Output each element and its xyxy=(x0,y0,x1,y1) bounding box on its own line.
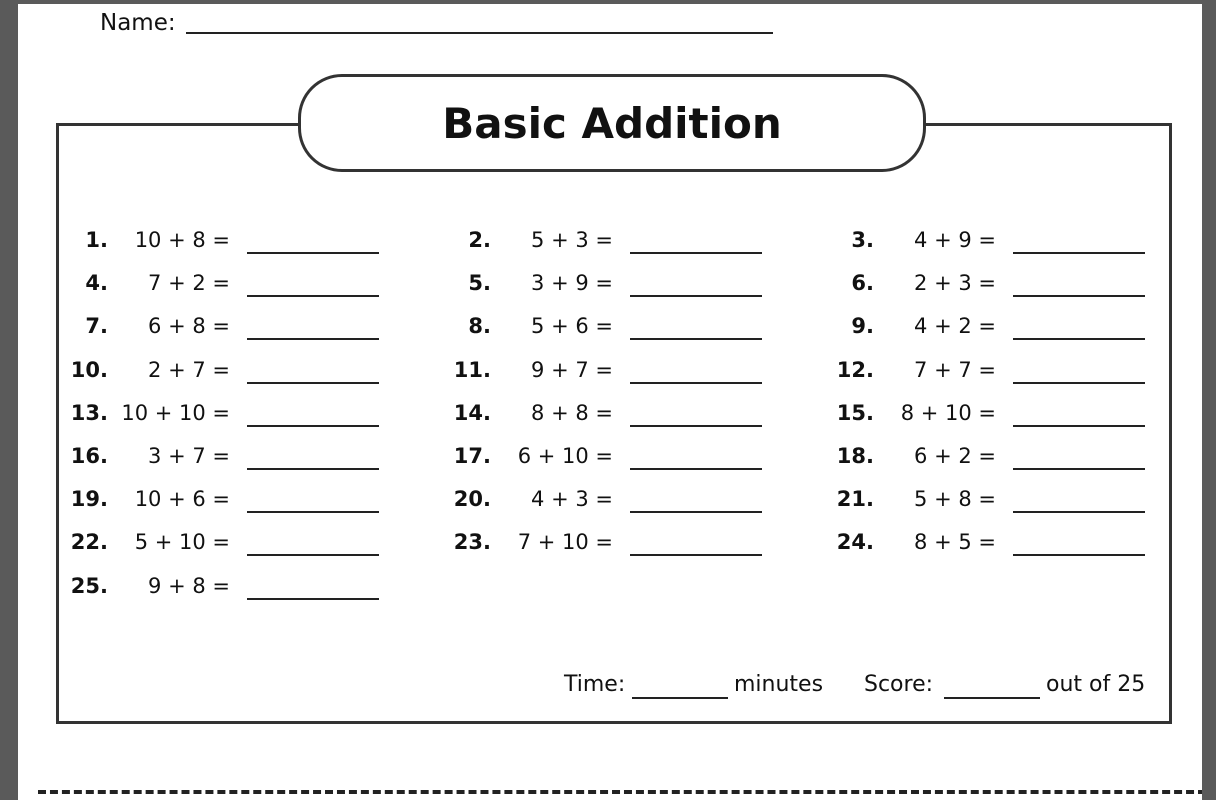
problem-number: 6. xyxy=(851,271,874,296)
problem-expression: 4 + 3 = xyxy=(531,487,613,512)
answer-field[interactable] xyxy=(247,425,379,427)
problem-expression: 10 + 6 = xyxy=(134,487,230,512)
problem-number: 24. xyxy=(836,530,874,555)
problem-expression: 7 + 7 = xyxy=(914,357,996,382)
problem-expression: 10 + 8 = xyxy=(134,228,230,252)
problem-expression: 5 + 6 = xyxy=(531,314,613,339)
answer-field[interactable] xyxy=(630,511,762,513)
problem-expression: 5 + 3 = xyxy=(531,228,613,252)
problem-expression: 3 + 7 = xyxy=(148,444,230,468)
problem-number: 8. xyxy=(468,314,491,339)
problem-expression: 8 + 10 = xyxy=(900,400,996,425)
problem-number: 10. xyxy=(70,357,108,382)
problem-number: 9. xyxy=(851,314,874,339)
answer-field[interactable] xyxy=(1013,511,1145,513)
time-label: Time: xyxy=(564,672,626,697)
problem-expression: 5 + 10 = xyxy=(134,530,230,555)
problem-number: 25. xyxy=(70,573,108,598)
worksheet-page xyxy=(18,4,1202,800)
problem-expression: 5 + 8 = xyxy=(914,487,996,512)
problem-number: 5. xyxy=(468,271,491,296)
answer-field[interactable] xyxy=(1013,425,1145,427)
problem-number: 4. xyxy=(85,271,108,296)
problem-expression: 4 + 9 = xyxy=(914,228,996,252)
problem-expression: 2 + 3 = xyxy=(914,271,996,296)
page-title: Basic Addition xyxy=(442,98,782,148)
problem-expression: 9 + 7 = xyxy=(531,357,613,382)
problem-number: 2. xyxy=(468,228,491,252)
answer-field[interactable] xyxy=(630,425,762,427)
problem-number: 12. xyxy=(836,357,874,382)
problem-number: 19. xyxy=(70,487,108,512)
answer-field[interactable] xyxy=(247,511,379,513)
score-field[interactable] xyxy=(944,697,1040,699)
answer-field[interactable] xyxy=(1013,252,1145,254)
problem-expression: 6 + 10 = xyxy=(517,444,613,468)
answer-field[interactable] xyxy=(247,382,379,384)
problem-number: 23. xyxy=(453,530,491,555)
problem-expression: 4 + 2 = xyxy=(914,314,996,339)
answer-field[interactable] xyxy=(247,554,379,556)
problem-number: 20. xyxy=(453,487,491,512)
answer-field[interactable] xyxy=(1013,468,1145,470)
problem-number: 17. xyxy=(453,444,491,468)
problem-number: 1. xyxy=(85,228,108,252)
time-field[interactable] xyxy=(632,697,728,699)
problem-number: 21. xyxy=(836,487,874,512)
problem-expression: 3 + 9 = xyxy=(531,271,613,296)
problem-expression: 6 + 8 = xyxy=(148,314,230,339)
answer-field[interactable] xyxy=(1013,554,1145,556)
problem-number: 7. xyxy=(85,314,108,339)
problem-expression: 7 + 2 = xyxy=(148,271,230,296)
answer-field[interactable] xyxy=(630,554,762,556)
answer-field[interactable] xyxy=(630,295,762,297)
time-unit: minutes xyxy=(734,672,824,697)
answer-field[interactable] xyxy=(630,338,762,340)
problem-expression: 6 + 2 = xyxy=(914,444,996,468)
score-label: Score: xyxy=(864,672,934,697)
title-banner xyxy=(298,74,926,172)
problem-expression: 8 + 5 = xyxy=(914,530,996,555)
problem-number: 13. xyxy=(70,400,108,425)
answer-field[interactable] xyxy=(1013,295,1145,297)
answer-field[interactable] xyxy=(247,252,379,254)
problem-expression: 9 + 8 = xyxy=(148,573,230,598)
problem-expression: 2 + 7 = xyxy=(148,357,230,382)
problem-expression: 8 + 8 = xyxy=(531,400,613,425)
problem-expression: 10 + 10 = xyxy=(121,400,230,425)
answer-field[interactable] xyxy=(247,598,379,600)
answer-field[interactable] xyxy=(1013,382,1145,384)
answer-field[interactable] xyxy=(630,382,762,384)
answer-field[interactable] xyxy=(630,468,762,470)
answer-field[interactable] xyxy=(247,295,379,297)
answer-field[interactable] xyxy=(1013,338,1145,340)
problem-number: 15. xyxy=(836,400,874,425)
answer-field[interactable] xyxy=(247,468,379,470)
cut-line xyxy=(38,790,1202,794)
name-label: Name: xyxy=(100,10,176,36)
problem-number: 14. xyxy=(453,400,491,425)
answer-field[interactable] xyxy=(247,338,379,340)
problem-number: 3. xyxy=(851,228,874,252)
problem-number: 22. xyxy=(70,530,108,555)
answer-field[interactable] xyxy=(630,252,762,254)
score-suffix: out of 25 xyxy=(1046,672,1146,697)
problem-number: 18. xyxy=(836,444,874,468)
problem-number: 11. xyxy=(453,357,491,382)
problem-expression: 7 + 10 = xyxy=(517,530,613,555)
problem-number: 16. xyxy=(70,444,108,468)
name-field[interactable] xyxy=(186,32,773,34)
